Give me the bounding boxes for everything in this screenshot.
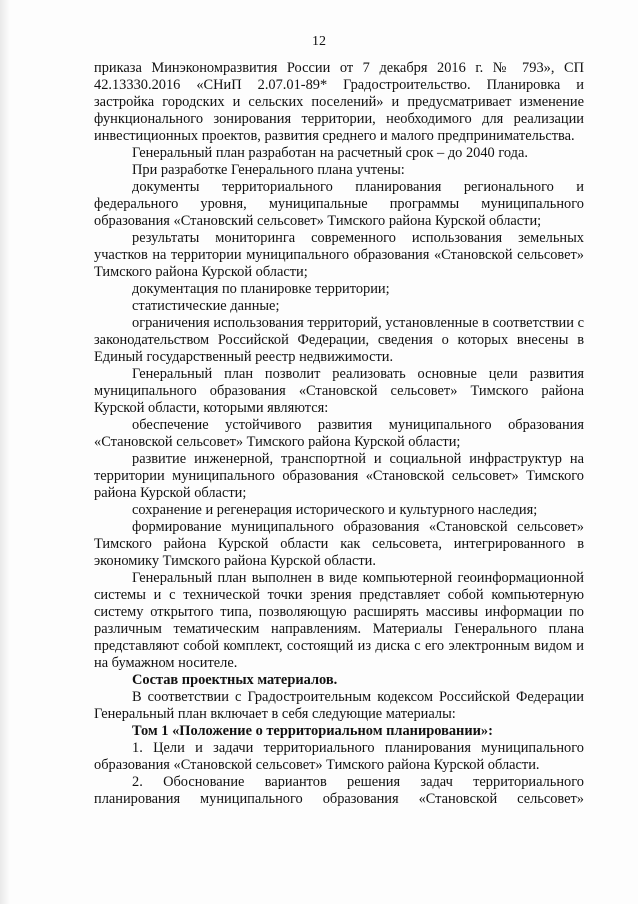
list-item: развитие инженерной, транспортной и социальной инфраструктур на территории муниципального образования «Становской сельсовет» Тимского района Курской области; (94, 451, 584, 501)
paragraph-materials: В соответствии с Градостроительным кодексом Российской Федерации Генеральный план включает в себя следующие материалы: (94, 689, 584, 722)
list-item: 2. Обоснование вариантов решения задач территориального планирования муниципального образования «Становской сельсовет» (94, 774, 584, 807)
scan-edge-shadow (0, 0, 10, 904)
section-heading: Состав проектных материалов. (132, 672, 338, 688)
list-item: обеспечение устойчивого развития муниципального образования «Становской сельсовет» Тимского района Курской области; (94, 417, 584, 450)
list-item: статистические данные; (132, 298, 280, 314)
list-item: документация по планировке территории; (132, 281, 390, 297)
paragraph-considered: При разработке Генерального плана учтены: (132, 162, 405, 178)
list-item: сохранение и регенерация исторического и культурного наследия; (132, 502, 538, 518)
document-body (94, 60, 584, 808)
paragraph-gis: Генеральный план выполнен в виде компьютерной геоинформационной системы и с технической точки зрения представляет собой компьютерную систему открытого типа, позволяющую расширять массивы информации по различным тематическим направлениям. Материалы Генерального плана представляют собой комплект, состоящий из диска с его электронным видом и на бумажном носителе. (94, 570, 584, 671)
list-item: документы территориального планирования регионального и федерального уровня, муниципальные программы муниципального образования «Становский сельсовет» Тимского района Курской области; (94, 179, 584, 229)
list-item: результаты мониторинга современного использования земельных участков на территории муниципального образования «Становской сельсовет» Тимского района Курской области; (94, 230, 584, 280)
list-item: формирование муниципального образования «Становской сельсовет» Тимского района Курской области как сельсовета, интегрированного в экономику Тимского района Курской области. (94, 519, 584, 569)
page-number: 12 (312, 34, 326, 49)
paragraph-term: Генеральный план разработан на расчетный срок – до 2040 года. (132, 145, 528, 161)
paragraph-intro: приказа Минэкономразвития России от 7 декабря 2016 г. № 793», СП 42.13330.2016 «СНиП 2.07.01-89* Градостроительство. Планировка и застройка городских и сельских поселений» и предусматривает изменение функционального зонирования территории, необходимого для реализации инвестиционных проектов, развития среднего и малого предпринимательства. (94, 60, 584, 144)
list-item: 1. Цели и задачи территориального планирования муниципального образования «Становской сельсовет» Тимского района Курской области. (94, 740, 584, 773)
list-item: ограничения использования территорий, установленные в соответствии с законодательством Российской Федерации, сведения о которых внесены в Единый государственный реестр недвижимости. (94, 315, 584, 365)
paragraph-goals: Генеральный план позволит реализовать основные цели развития муниципального образования «Становской сельсовет» Тимского района Курской области, которыми являются: (94, 366, 584, 416)
volume-heading: Том 1 «Положение о территориальном планировании»: (132, 723, 493, 739)
